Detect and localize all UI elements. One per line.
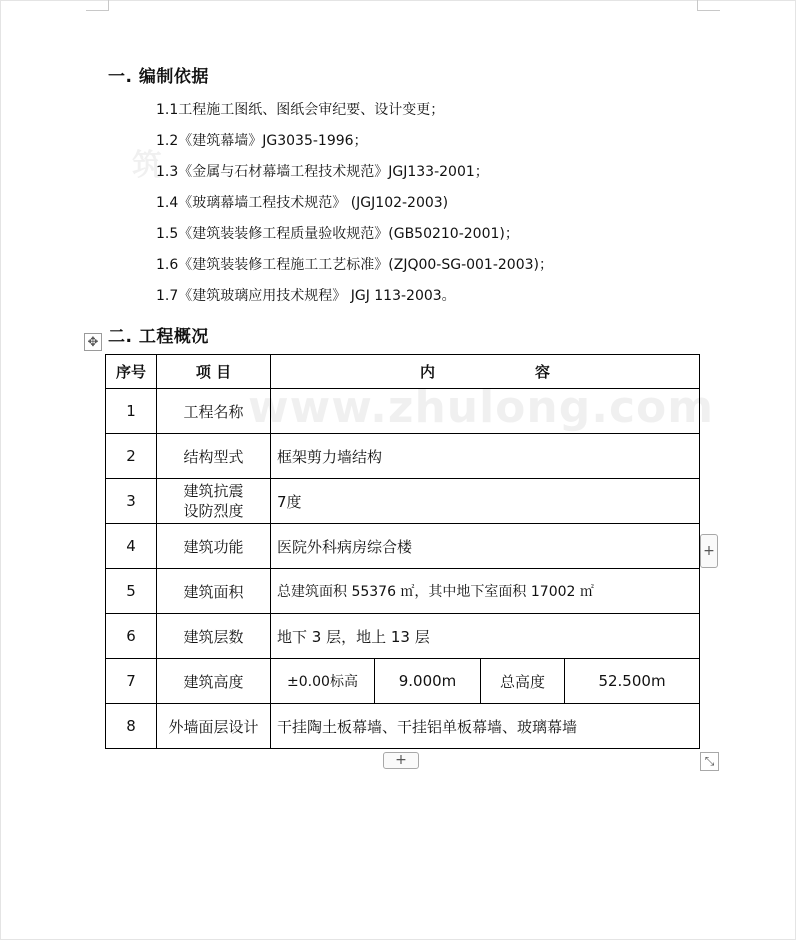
basis-item: 1.1工程施工图纸、图纸会审纪要、设计变更； [156, 102, 445, 118]
row-no: 4 [106, 524, 157, 569]
table-resize-handle-icon[interactable]: ⤡ [700, 752, 719, 771]
row-item: 建筑高度 [157, 659, 271, 704]
add-column-button[interactable]: + [700, 534, 718, 568]
row-no: 5 [106, 569, 157, 614]
row-item: 建筑层数 [157, 614, 271, 659]
table-row [106, 704, 700, 749]
row-content[interactable] [271, 389, 700, 434]
basis-item: 1.7《建筑玻璃应用技术规程》 JGJ 113-2003。 [156, 288, 456, 304]
table-row [106, 524, 700, 569]
row-content[interactable]: 框架剪力墙结构 [271, 434, 700, 479]
row-item: 结构型式 [157, 434, 271, 479]
header-content-b: 容 [535, 363, 551, 381]
row-no: 2 [106, 434, 157, 479]
section-heading-overview: 二. 工程概况 [108, 327, 209, 347]
row-no: 8 [106, 704, 157, 749]
row-item-line: 建筑抗震 [183, 482, 244, 500]
row-content[interactable]: 地下 3 层，地上 13 层 [271, 614, 700, 659]
basis-item: 1.6《建筑装装修工程施工工艺标准》(ZJQ00-SG-001-2003)； [156, 257, 553, 273]
row-item: 建筑功能 [157, 524, 271, 569]
header-no: 序号 [106, 355, 157, 389]
section-heading-basis: 一. 编制依据 [108, 67, 209, 87]
basis-item: 1.5《建筑装装修工程质量验收规范》(GB50210-2001)； [156, 226, 519, 242]
table-header-row [106, 355, 700, 389]
height-base-label[interactable]: ±0.00标高 [271, 659, 375, 704]
row-content[interactable]: 总建筑面积 55376 ㎡，其中地下室面积 17002 ㎡ [271, 569, 700, 614]
header-item: 项 目 [157, 355, 271, 389]
table-row [106, 569, 700, 614]
watermark-site: www.zhulong.com [248, 382, 715, 433]
basis-list [156, 97, 553, 314]
row-item: 外墙面层设计 [157, 704, 271, 749]
table-row [106, 614, 700, 659]
row-item [157, 479, 271, 524]
row-content[interactable]: 医院外科病房综合楼 [271, 524, 700, 569]
row-content[interactable]: 干挂陶土板幕墙、干挂铝单板幕墙、玻璃幕墙 [271, 704, 700, 749]
margin-corner-top-left [86, 0, 109, 11]
header-content [271, 355, 700, 389]
row-no: 3 [106, 479, 157, 524]
watermark-left: 筑 [132, 148, 164, 183]
row-no: 1 [106, 389, 157, 434]
basis-item: 1.4《玻璃幕墙工程技术规范》 (JGJ102-2003) [156, 195, 449, 211]
table-row [106, 479, 700, 524]
table-row [106, 434, 700, 479]
basis-item: 1.3《金属与石材幕墙工程技术规范》JGJ133-2001； [156, 164, 489, 180]
header-content-a: 内 [420, 363, 436, 381]
table-move-handle-icon[interactable]: ✥ [84, 333, 102, 351]
table-row [106, 389, 700, 434]
total-height-label[interactable]: 总高度 [481, 659, 565, 704]
basis-item: 1.2《建筑幕墙》JG3035-1996； [156, 133, 368, 149]
row-item: 工程名称 [157, 389, 271, 434]
row-item: 建筑面积 [157, 569, 271, 614]
total-height-value[interactable]: 52.500m [565, 659, 700, 704]
row-no: 7 [106, 659, 157, 704]
height-base-value[interactable]: 9.000m [375, 659, 481, 704]
row-no: 6 [106, 614, 157, 659]
add-row-button[interactable]: + [383, 752, 419, 769]
row-item-line: 设防烈度 [183, 502, 244, 520]
row-content[interactable]: 7度 [271, 479, 700, 524]
project-overview-table [105, 354, 700, 749]
margin-corner-top-right [697, 0, 720, 11]
table-row [106, 659, 700, 704]
